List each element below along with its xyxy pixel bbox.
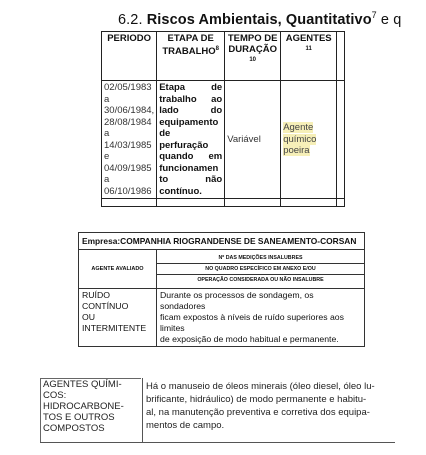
- risk-table-section: [0, 0, 426, 210]
- cell-cut-column: [337, 81, 345, 199]
- header-agente-avaliado: AGENTE AVALIADO: [79, 250, 157, 289]
- chemical-agents-label: AGENTES QUÍMI- COS: HIDROCARBONE- TOS E OUTROS COMPOSTOS: [40, 378, 141, 442]
- period-line: a: [104, 128, 110, 139]
- period-line: 14/03/1985: [104, 139, 152, 151]
- etapa-line: de: [159, 128, 171, 139]
- medicoes-line: OPERAÇÃO CONSIDERADA OU NÃO INSALUBRE: [197, 277, 324, 283]
- etapa-line: contínuo.: [159, 185, 202, 197]
- chemical-agents-description: Há o manuseio de óleos minerais (óleo diesel, óleo lu- brificante, hidráulico) de modo permanente e habitu- al, na manutenção preventiva e corretiva dos equipa- mentos de campo.: [146, 381, 375, 431]
- company-name: Empresa:COMPANHIA RIOGRANDENSE DE SANEAMENTO-CORSAN: [79, 233, 365, 250]
- cell-periodo: [102, 81, 157, 199]
- company-table: [78, 232, 365, 347]
- section-title: [118, 10, 401, 28]
- header-etapa: ETAPA DE TRABALHO$^8$: [157, 32, 225, 81]
- medicoes-line: NO QUADRO ESPECÍFICO EM ANEXO E/OU: [157, 264, 364, 275]
- agent-line: poeira: [283, 145, 310, 157]
- agent-line: químico: [283, 133, 317, 145]
- header-agentes: AGENTES $^{11}$: [281, 32, 337, 81]
- title-suffix: e q: [376, 11, 402, 28]
- etapa-line: trabalho ao: [159, 93, 223, 105]
- title-number: 6.2.: [118, 11, 147, 28]
- agent-line: Agente: [283, 122, 314, 134]
- risk-table: [101, 31, 345, 207]
- period-line: 28/08/1984: [104, 116, 152, 128]
- period-line: 30/06/1984,: [104, 105, 155, 116]
- period-line: 04/09/1985: [104, 162, 152, 174]
- header-row: [102, 32, 345, 81]
- etapa-line: funcionamen: [159, 162, 219, 174]
- t2-header-row: [79, 250, 365, 289]
- medicoes-line: Nº DAS MEDIÇÕES INSALUBRES: [157, 253, 364, 264]
- company-row: [79, 233, 365, 250]
- period-line: a: [104, 93, 110, 105]
- header-tempo: TEMPO DE DURAÇÃO $^{10}$: [225, 32, 281, 81]
- next-row-fragment: [102, 199, 345, 207]
- header-medicoes: [157, 250, 365, 289]
- etapa-line: equipamento: [159, 116, 219, 128]
- etapa-line: lado do: [159, 105, 223, 116]
- etapa-line: quando em: [159, 151, 223, 162]
- noise-agent: RUÍDO CONTÍNUO OU INTERMITENTE: [79, 289, 157, 347]
- period-line: e: [104, 151, 110, 162]
- period-line: 06/10/1986: [104, 185, 152, 197]
- noise-row: [79, 289, 365, 347]
- cell-agentes: [281, 81, 337, 199]
- title-bold: Riscos Ambientais, Quantitativo: [146, 11, 372, 28]
- data-row: [102, 81, 345, 199]
- column-divider: [142, 378, 143, 443]
- period-line: a: [104, 174, 110, 185]
- period-line: 02/05/1983: [104, 82, 152, 93]
- header-cut-column: [337, 32, 345, 81]
- noise-description: Durante os processos de sondagem, os sondadores ficam expostos à níveis de ruído superiores aos limites de exposição de modo habitual e permanente.: [157, 289, 365, 347]
- bottom-rule: [40, 442, 395, 443]
- header-periodo: PERIODO: [102, 32, 157, 81]
- etapa-line: perfuração: [159, 139, 209, 151]
- cell-tempo: [225, 81, 281, 199]
- etapa-line: to não: [159, 174, 223, 185]
- etapa-line: Etapa de: [159, 82, 223, 93]
- cell-etapa: [157, 81, 225, 199]
- tempo-value: Variável: [227, 133, 261, 145]
- title-footnote: 7: [371, 10, 377, 20]
